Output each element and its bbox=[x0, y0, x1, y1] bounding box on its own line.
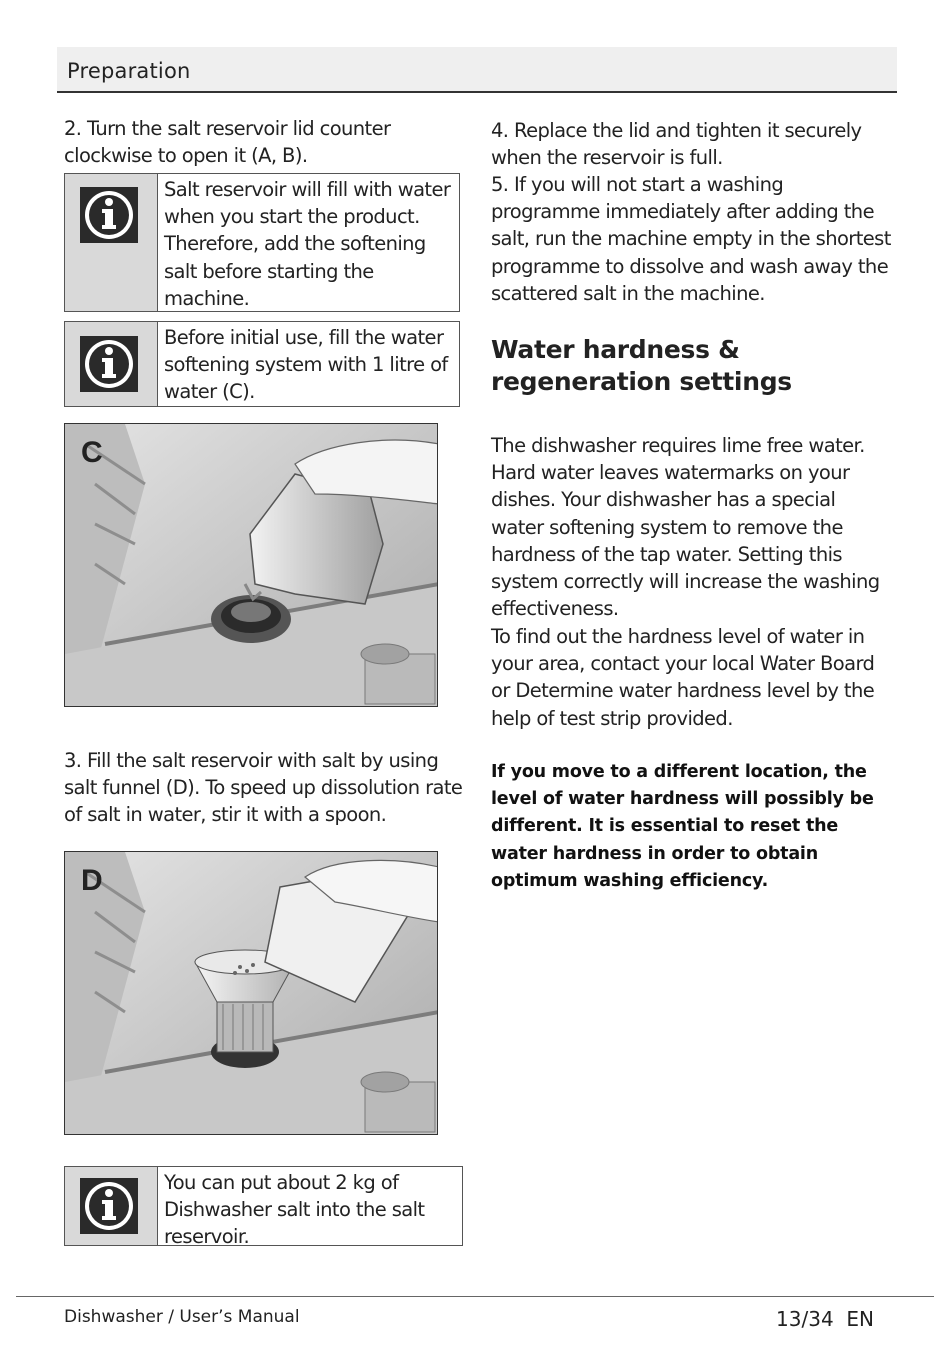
info-icon bbox=[80, 1178, 138, 1234]
figure-c-filling-water bbox=[64, 423, 438, 707]
figure-c-illustration bbox=[65, 424, 438, 707]
info-icon-cell bbox=[65, 1167, 158, 1245]
figure-c-label: C bbox=[81, 436, 103, 469]
page-header bbox=[57, 47, 897, 93]
paragraph-lime-free-water: The dishwasher requires lime free water. Hard water leaves watermarks on your dishes. Your dishwasher has a special water softening system to remove the hardness of the tap water. Setting this system correctly will increase the washing effectiveness. bbox=[491, 434, 880, 621]
figure-d-illustration bbox=[65, 852, 438, 1135]
section-heading-water-hardness: Water hardness & regeneration settings bbox=[491, 335, 792, 396]
footer-manual-title: Dishwasher / User’s Manual bbox=[64, 1307, 300, 1327]
info-text-salt-reservoir: Salt reservoir will fill with water when you start the product. Therefore, add the softening salt before starting the machine. bbox=[164, 178, 451, 310]
bold-note-location: If you move to a different location, the level of water hardness will possibly be different. It is essential to reset the water hardness in order to obtain optimum washing efficiency. bbox=[491, 762, 874, 891]
info-text-salt-amount: You can put about 2 kg of Dishwasher salt into the salt reservoir. bbox=[164, 1171, 425, 1249]
info-icon bbox=[80, 187, 138, 243]
info-box-salt-reservoir bbox=[64, 173, 460, 312]
paragraph-water-board: To find out the hardness level of water in your area, contact your local Water Board or Determine water hardness level by the help of test strip provided. bbox=[491, 625, 875, 730]
info-icon-cell bbox=[65, 322, 158, 406]
header-title: Preparation bbox=[67, 59, 191, 83]
footer-divider bbox=[16, 1296, 934, 1297]
info-icon bbox=[80, 336, 138, 392]
figure-d-label: D bbox=[81, 864, 103, 897]
footer-page-number: 13/34 EN bbox=[776, 1307, 874, 1331]
info-box-initial-use bbox=[64, 321, 460, 407]
step-2-text: 2. Turn the salt reservoir lid counter clockwise to open it (A, B). bbox=[64, 117, 391, 168]
info-text-initial-use: Before initial use, fill the water softening system with 1 litre of water (C). bbox=[164, 326, 448, 404]
step-4-text: 4. Replace the lid and tighten it securely when the reservoir is full. bbox=[491, 119, 862, 170]
figure-d-filling-salt bbox=[64, 851, 438, 1135]
step-5-text: 5. If you will not start a washing programme immediately after adding the salt, run the machine empty in the shortest programme to dissolve and wash away the scattered salt in the machine. bbox=[491, 173, 891, 305]
info-box-salt-amount bbox=[64, 1166, 463, 1249]
step-3-text: 3. Fill the salt reservoir with salt by using salt funnel (D). To speed up dissolution rate of salt in water, stir it with a spoon. bbox=[64, 749, 463, 827]
info-icon-cell bbox=[65, 174, 158, 311]
